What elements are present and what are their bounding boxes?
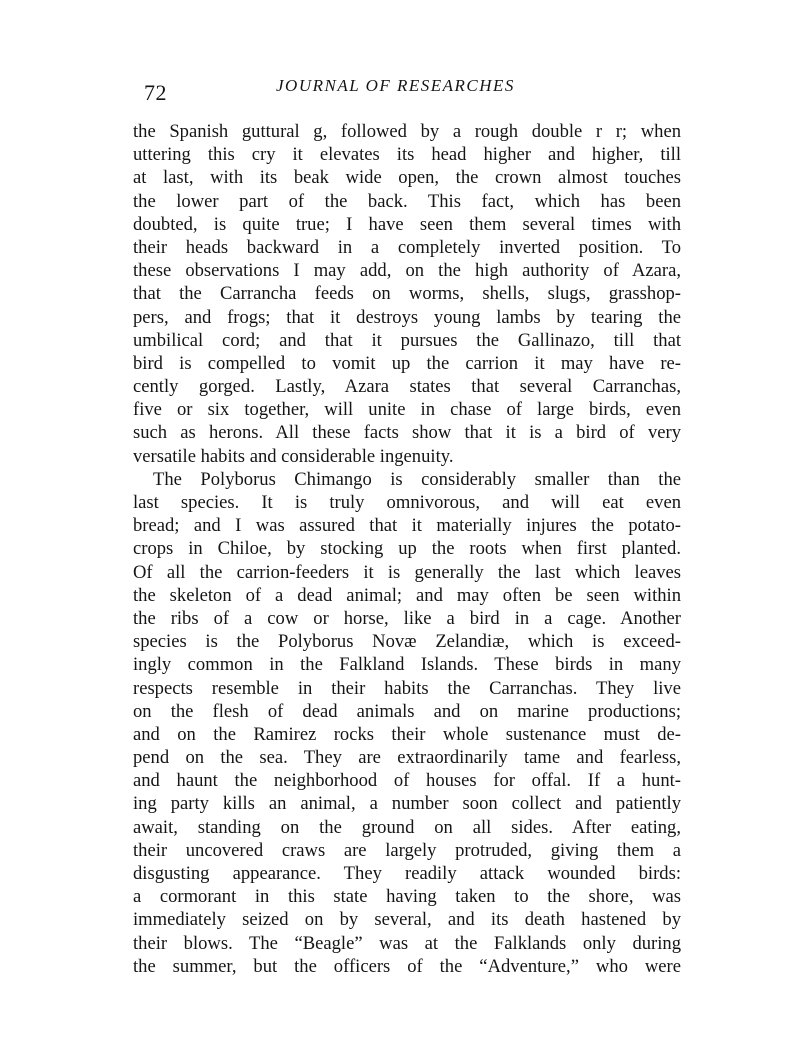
- text-line: on the flesh of dead animals and on marine productions;: [133, 700, 681, 722]
- text-line: the lower part of the back. This fact, which has been: [133, 190, 681, 212]
- text-line: the skeleton of a dead animal; and may often be seen within: [133, 584, 681, 606]
- text-line: and haunt the neighborhood of houses for offal. If a hunt-: [133, 770, 681, 792]
- text-line: Of all the carrion-feeders it is generally the last which leaves: [133, 561, 681, 583]
- text-line: the ribs of a cow or horse, like a bird in a cage. Another: [133, 607, 681, 629]
- text-line: The Polyborus Chimango is considerably smaller than the: [153, 468, 681, 490]
- text-line: their uncovered craws are largely protruded, giving them a: [133, 839, 681, 861]
- text-line: their heads backward in a completely inverted position. To: [133, 236, 681, 258]
- text-line: their blows. The “Beagle” was at the Falklands only during: [133, 932, 681, 954]
- text-line: crops in Chiloe, by stocking up the roots when first planted.: [133, 538, 681, 560]
- paragraph: [133, 120, 681, 468]
- text-line: a cormorant in this state having taken to the shore, was: [133, 886, 681, 908]
- text-line: the Spanish guttural g, followed by a rough double r r; when: [133, 121, 681, 142]
- text-line: cently gorged. Lastly, Azara states that several Carranchas,: [133, 376, 681, 398]
- text-line: at last, with its beak wide open, the crown almost touches: [133, 167, 681, 189]
- text-line: and on the Ramirez rocks their whole sustenance must de-: [133, 723, 681, 745]
- text-line: species is the Polyborus Novæ Zelandiæ, which is exceed-: [133, 631, 681, 653]
- text-line: disgusting appearance. They readily attack wounded birds:: [133, 863, 681, 884]
- text-line: five or six together, will unite in chase of large birds, even: [133, 399, 681, 421]
- paragraph: [133, 468, 681, 978]
- text-line: such as herons. All these facts show that it is a bird of very: [133, 422, 681, 444]
- text-line: ingly common in the Falkland Islands. These birds in many: [133, 654, 681, 676]
- page-header: [138, 76, 678, 106]
- page-number: 72: [144, 80, 167, 105]
- text-line: immediately seized on by several, and its death hastened by: [133, 909, 681, 931]
- text-line: versatile habits and considerable ingenuity.: [133, 445, 454, 467]
- text-line: ing party kills an animal, a number soon collect and patiently: [133, 793, 681, 815]
- text-line: respects resemble in their habits the Carranchas. They live: [133, 677, 681, 699]
- text-line: bird is compelled to vomit up the carrion it may have re-: [133, 352, 681, 374]
- text-line: await, standing on the ground on all sides. After eating,: [133, 816, 681, 838]
- text-line: uttering this cry it elevates its head higher and higher, till: [133, 144, 681, 166]
- running-head: JOURNAL OF RESEARCHES: [276, 76, 515, 95]
- text-line: umbilical cord; and that it pursues the Gallinazo, till that: [133, 329, 681, 351]
- text-line: pend on the sea. They are extraordinarily tame and fearless,: [133, 747, 681, 769]
- body-text: [133, 120, 681, 978]
- text-line: pers, and frogs; that it destroys young lambs by tearing the: [133, 306, 681, 328]
- text-line: doubted, is quite true; I have seen them several times with: [133, 213, 681, 235]
- text-line: the summer, but the officers of the “Adventure,” who were: [133, 955, 681, 977]
- text-line: these observations I may add, on the high authority of Azara,: [133, 260, 681, 282]
- text-line: that the Carrancha feeds on worms, shells, slugs, grasshop-: [133, 283, 681, 305]
- text-line: bread; and I was assured that it materially injures the potato-: [133, 515, 681, 537]
- text-line: last species. It is truly omnivorous, and will eat even: [133, 492, 681, 513]
